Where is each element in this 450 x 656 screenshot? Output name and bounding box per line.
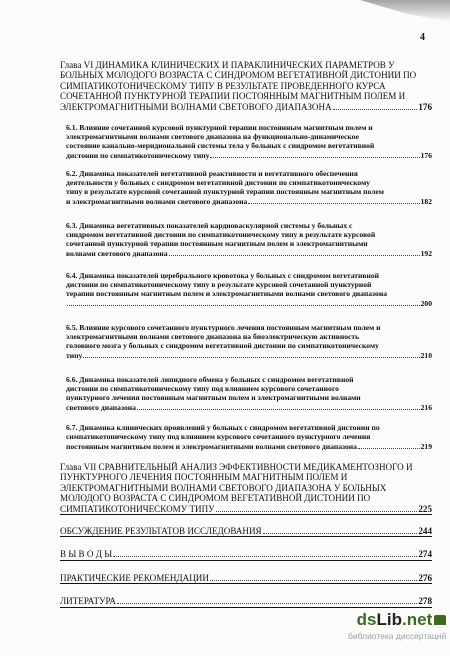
leader-dots bbox=[216, 505, 418, 512]
section-line: синдромом вегетативной дистонии по симпатикотоническому типу в результате курсовой bbox=[66, 230, 376, 239]
section-line: сочетанной пунктурной терапии постоянным магнитным полем и электромагнитными bbox=[66, 239, 368, 248]
leader-dots bbox=[67, 299, 420, 306]
toc-entry-page: 244 bbox=[418, 526, 432, 536]
section-line: состояние канально-меридиональной системы тела у больных с синдромом вегетативной bbox=[66, 141, 375, 150]
logo-net: .net bbox=[402, 610, 433, 629]
leader-dots bbox=[210, 574, 417, 581]
toc-entry-label: ОБСУЖДЕНИЕ РЕЗУЛЬТАТОВ ИССЛЕДОВАНИЯ bbox=[60, 526, 262, 536]
section-page: 210 bbox=[420, 350, 432, 360]
section-line: головного мозга у больных с синдромом вегетативной дистонии по симпатикотоническому bbox=[66, 341, 379, 350]
section-page: 182 bbox=[420, 196, 432, 206]
chapter-6-line: Глава VI ДИНАМИКА КЛИНИЧЕСКИХ И ПАРАКЛИНИЧЕСКИХ ПАРАМЕТРОВ У bbox=[60, 60, 395, 70]
leader-dots bbox=[210, 151, 419, 158]
section-6-1 bbox=[66, 124, 432, 161]
leader-dots bbox=[333, 103, 418, 110]
section-last-line: волнами светового диапазона bbox=[66, 248, 168, 258]
dslib-watermark bbox=[348, 610, 446, 641]
section-page: 219 bbox=[420, 441, 432, 451]
section-page: 216 bbox=[420, 402, 432, 412]
toc-entry-literature bbox=[60, 596, 432, 607]
chapter-7-last-line: СИМПАТИКОТОНИЧЕСКОМУ ТИПУ bbox=[60, 503, 215, 514]
toc-entry-label: ПРАКТИЧЕСКИЕ РЕКОМЕНДАЦИИ bbox=[60, 572, 209, 583]
toc-entry-page: 276 bbox=[418, 572, 432, 583]
section-6-4 bbox=[66, 272, 432, 309]
leader-dots bbox=[117, 597, 417, 604]
section-last-line: дистонии по симпатикотоническому типу bbox=[66, 150, 210, 160]
section-page: 200 bbox=[420, 298, 432, 308]
scan-shadow bbox=[300, 0, 450, 22]
book-icon bbox=[434, 615, 446, 625]
chapter-6-last-line: ЭЛЕКТРОМАГНИТНЫМИ ВОЛНАМИ СВЕТОВОГО ДИАПАЗОНА bbox=[60, 101, 332, 112]
dslib-logo bbox=[357, 610, 447, 630]
section-line: деятельности у больных с синдромом вегетативной дистонии по симпатикотоническому bbox=[66, 178, 371, 187]
chapter-7-page: 225 bbox=[418, 503, 432, 514]
chapter-6-line: БОЛЬНЫХ МОЛОДОГО ВОЗРАСТА С СИНДРОМОМ ВЕГЕТАТИВНОЙ ДИСТОНИИ ПО bbox=[60, 70, 417, 81]
section-6-6 bbox=[66, 376, 432, 413]
section-line: дистонии по симпатикотоническому типу в результате курсовой сочетанной пунктурной bbox=[66, 280, 372, 289]
toc-entry-discussion bbox=[60, 526, 432, 537]
section-page: 192 bbox=[420, 248, 432, 258]
section-line: типу в результате курсовой сочетанной пунктурной терапии постоянным магнитным полем bbox=[66, 187, 384, 196]
section-line: дистонии по симпатикотоническому типу под влиянием курсового сочетанного bbox=[66, 384, 339, 393]
section-line: терапии постоянным магнитным полем и электромагнитными волнами светового диапазона bbox=[66, 289, 388, 298]
section-line: 6.7. Динамика клинических проявлений у больных с синдромом вегетативной дистонии по bbox=[66, 424, 380, 432]
toc-entry-conclusions bbox=[60, 549, 432, 560]
leader-dots bbox=[113, 550, 417, 557]
section-line: пунктурного лечения постоянным магнитным полем и электромагнитными волнами bbox=[66, 393, 361, 402]
section-6-5 bbox=[66, 324, 432, 361]
section-line: симпатикотоническому типу под влиянием курсового сочетанного пунктурного лечения bbox=[66, 432, 371, 441]
leader-dots bbox=[263, 527, 418, 534]
leader-dots bbox=[137, 403, 420, 410]
section-line: электромагнитными волнами светового диапазона на биоэлектрическую активность bbox=[66, 332, 360, 341]
section-line: 6.5. Влияние курсового сочетанного пунктурного лечения постоянным магнитным полем и bbox=[66, 324, 381, 332]
toc-entry-recommendations bbox=[60, 573, 432, 584]
watermark-subtitle: библиотека диссертаций bbox=[348, 631, 447, 641]
leader-dots bbox=[358, 442, 420, 449]
section-line: 6.4. Динамика показателей церебрального кровотока у больных с синдромом вегетативной bbox=[66, 272, 380, 280]
chapter-6-line: СИМПАТИКОТОНИЧЕСКОМУ ТИПУ В РЕЗУЛЬТАТЕ ПРОВЕДЕННОГО КУРСА bbox=[60, 80, 386, 91]
leader-dots bbox=[248, 197, 419, 204]
section-line: 6.2. Динамика показателей вегетативной реактивности и вегетативного обеспечения bbox=[66, 170, 358, 178]
leader-dots bbox=[83, 351, 419, 358]
back-matter bbox=[60, 526, 432, 608]
section-line: 6.1. Влияние сочетанной курсовой пунктурной терапии постоянным магнитным полем и bbox=[66, 124, 373, 132]
section-last-line: постоянным магнитным полем и электромагнитными волнами светового диапазона bbox=[66, 441, 357, 451]
chapter-7-entry bbox=[60, 462, 432, 515]
chapter-7-line: ЭЛЕКТРОМАГНИТНЫМИ ВОЛНАМИ СВЕТОВОГО ДИАПАЗОНА У БОЛЬНЫХ bbox=[60, 482, 387, 493]
section-line: электромагнитными волнами светового диапазона на функционально-динамическое bbox=[66, 132, 359, 141]
section-6-3 bbox=[66, 222, 432, 259]
toc-entry-label: В Ы В О Д Ы bbox=[60, 549, 113, 560]
section-6-7 bbox=[66, 424, 432, 452]
chapter-6-page: 176 bbox=[418, 101, 432, 112]
toc-entry-page: 274 bbox=[418, 549, 432, 560]
section-page: 176 bbox=[420, 150, 432, 160]
chapter-7-line: МОЛОДОГО ВОЗРАСТА С СИНДРОМОМ ВЕГЕТАТИВНОЙ ДИСТОНИИ ПО bbox=[60, 493, 371, 504]
section-last-line: и электромагнитными волнами светового диапазона bbox=[66, 196, 248, 206]
section-line: 6.6. Динамика показателей липидного обмена у больных с синдромом вегетативной bbox=[66, 376, 354, 384]
chapter-6-line: СОЧЕТАННОЙ ПУНКТУРНОЙ ТЕРАПИИ ПОСТОЯННЫМ МАГНИТНЫМ ПОЛЕМ И bbox=[60, 91, 406, 102]
logo-ds: ds bbox=[356, 610, 377, 629]
chapter-7-line: ПУНКТУРНОГО ЛЕЧЕНИЯ ПОСТОЯННЫМ МАГНИТНЫМ ПОЛЕМ И bbox=[60, 472, 348, 483]
section-last-line: светового диапазона bbox=[66, 402, 136, 412]
section-line: 6.3. Динамика вегетативных показателей кардиоваскулярной системы у больных с bbox=[66, 222, 353, 230]
logo-lib: Lib bbox=[376, 610, 403, 629]
section-6-2 bbox=[66, 170, 432, 207]
page-number: 4 bbox=[420, 32, 425, 43]
section-last-line: типу bbox=[66, 350, 83, 360]
toc-entry-label: ЛИТЕРАТУРА bbox=[60, 596, 116, 607]
chapter-6-entry bbox=[60, 60, 432, 112]
chapter-7-line: Глава VII СРАВНИТЕЛЬНЫЙ АНАЛИЗ ЭФФЕКТИВНОСТИ МЕДИКАМЕНТОЗНОГО И bbox=[60, 462, 413, 472]
toc-entry-page: 278 bbox=[418, 596, 432, 607]
leader-dots bbox=[169, 249, 420, 256]
